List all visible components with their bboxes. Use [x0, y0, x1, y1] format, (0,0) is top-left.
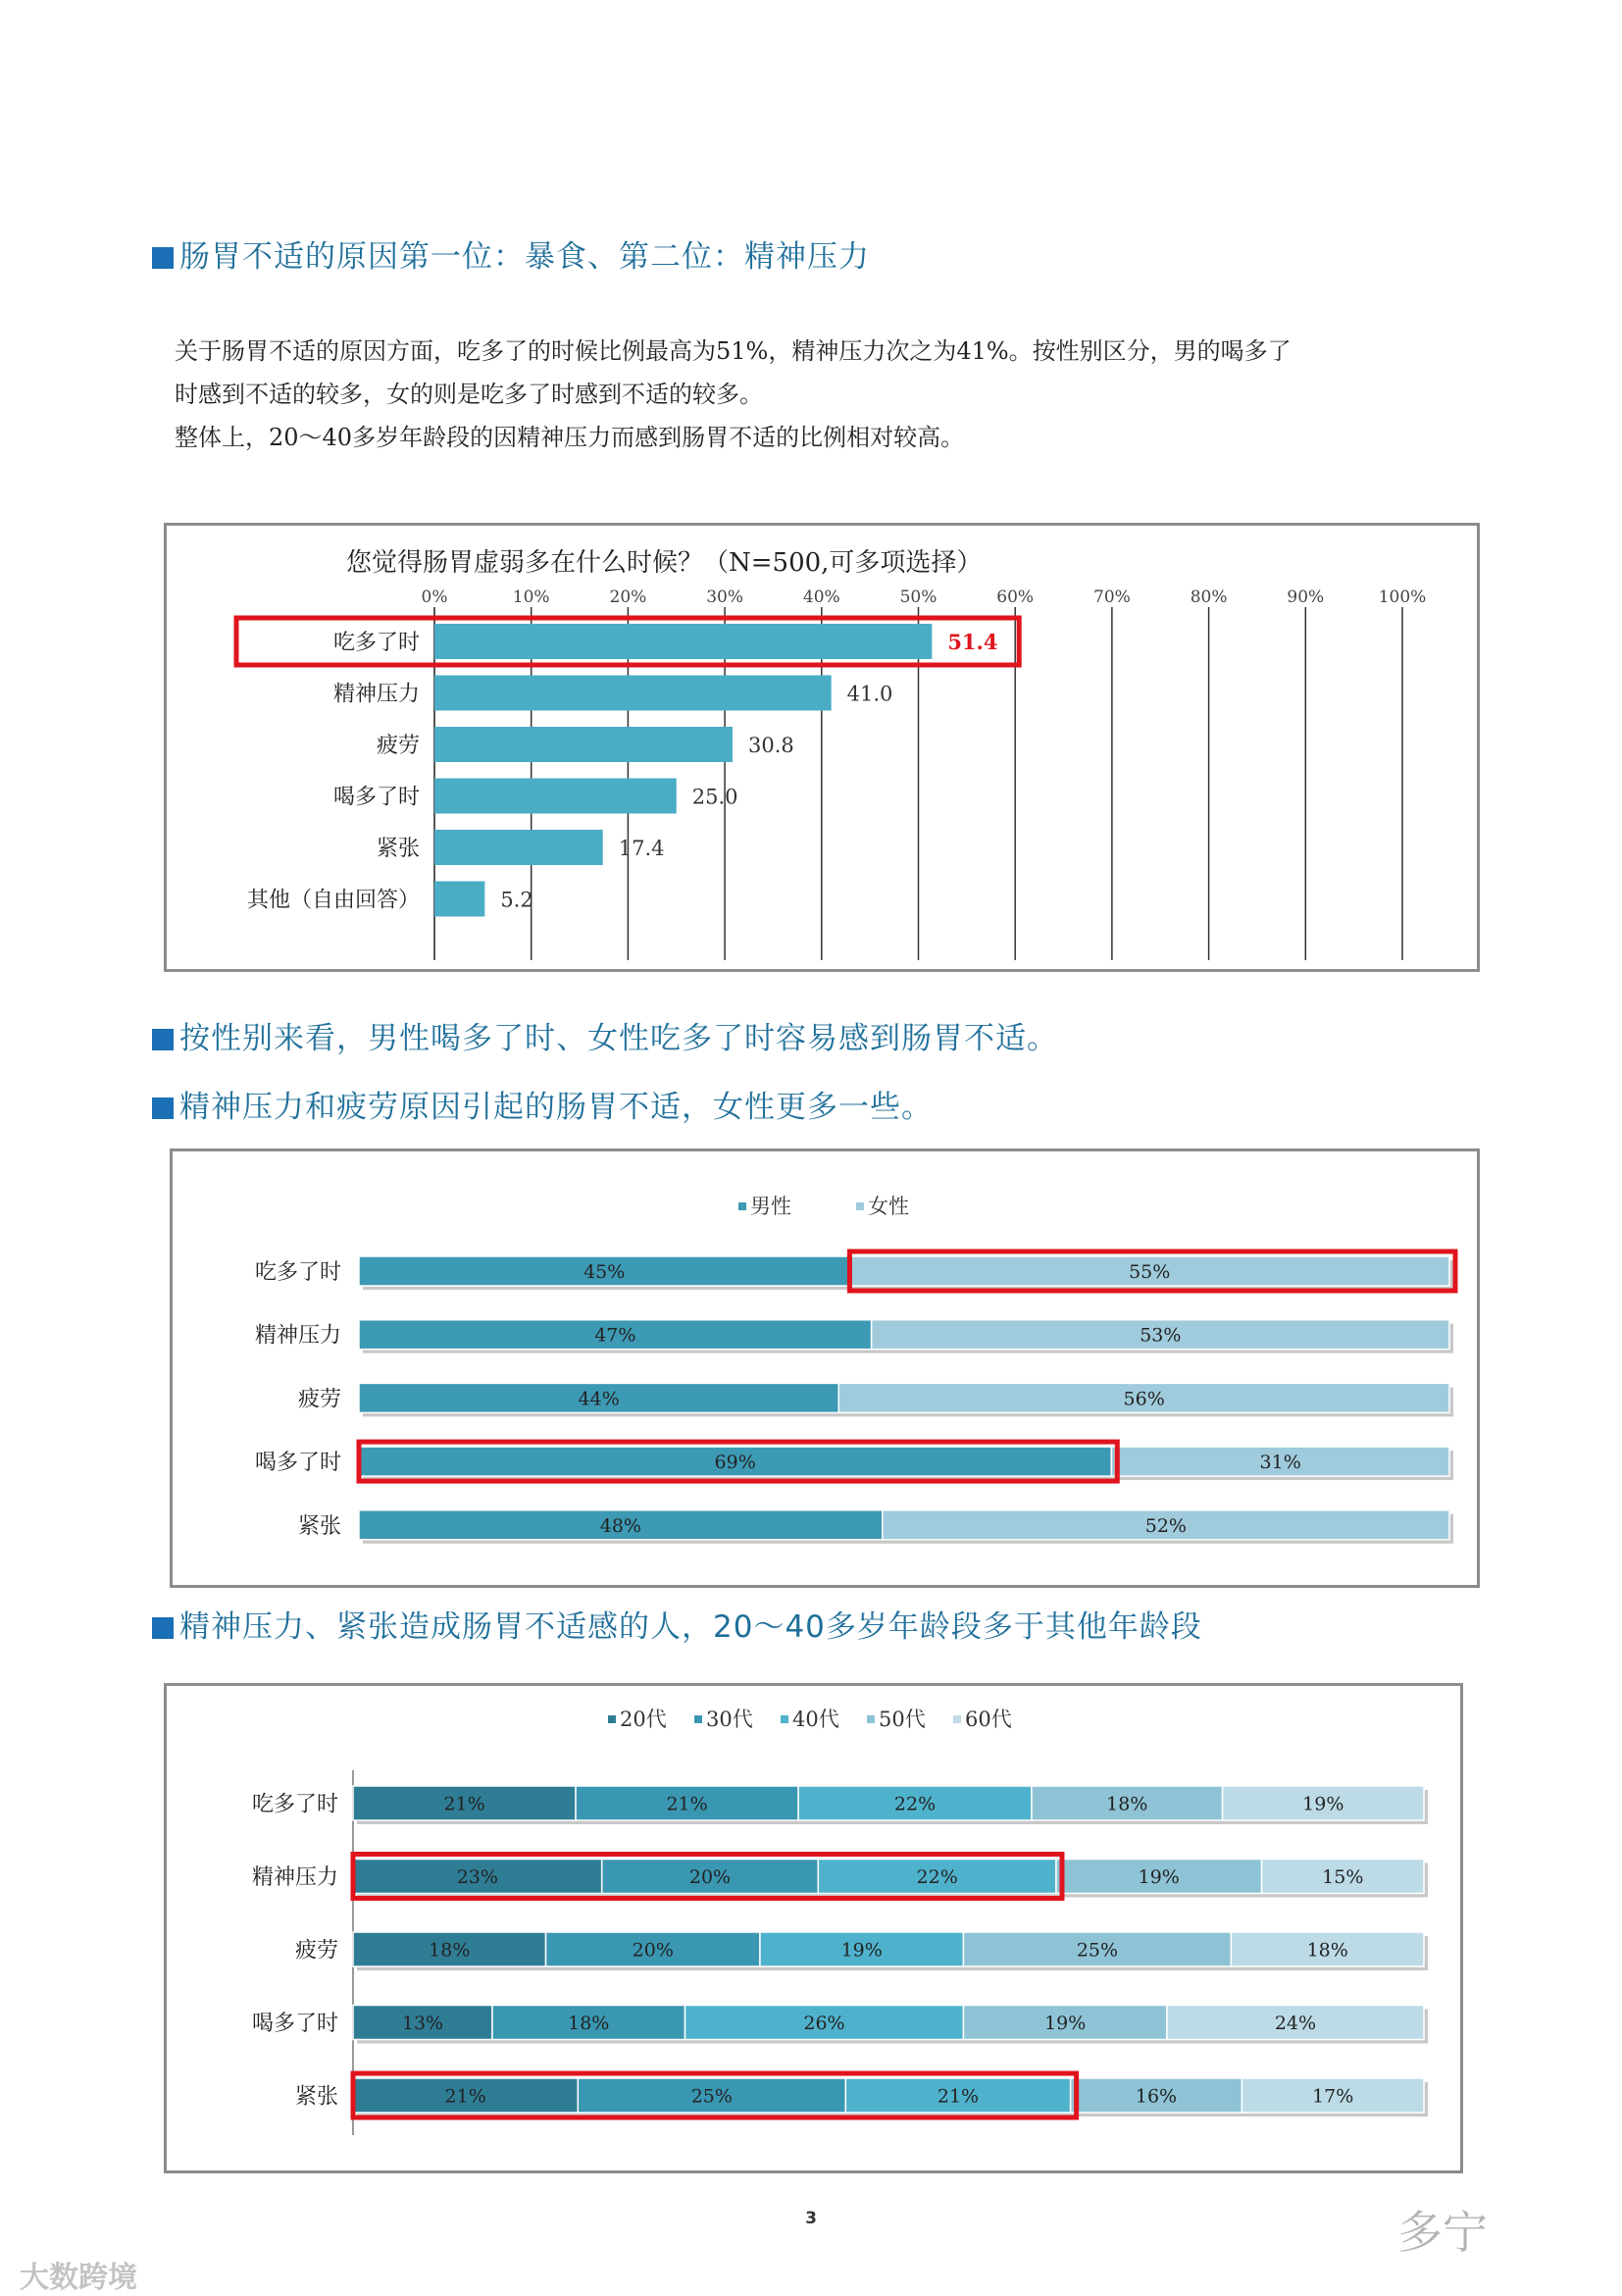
category-label: 吃多了时	[251, 1792, 338, 1817]
chart-1-frame	[164, 523, 1480, 972]
tick-label: 30%	[706, 587, 743, 607]
tick-label: 20%	[609, 587, 647, 607]
category-label: 精神压力	[332, 682, 420, 707]
square-bullet-icon	[152, 247, 174, 269]
square-bullet-icon	[152, 1617, 174, 1639]
bar	[434, 779, 677, 814]
segment-label: 20%	[632, 1939, 674, 1962]
category-label: 紧张	[297, 1513, 341, 1539]
category-label: 喝多了时	[251, 2012, 338, 2036]
segment-label: 25%	[690, 2085, 733, 2108]
segment-label: 21%	[937, 2085, 980, 2108]
segment-label: 21%	[443, 1793, 485, 1815]
segment-label: 22%	[893, 1793, 937, 1815]
legend-swatch	[867, 1715, 875, 1723]
segment-label: 16%	[1135, 2085, 1178, 2108]
legend-label: 40代	[792, 1708, 839, 1731]
segment-label: 56%	[1123, 1388, 1165, 1410]
tick-label: 80%	[1190, 587, 1228, 607]
category-label: 精神压力	[251, 1865, 338, 1890]
bar	[434, 624, 932, 659]
segment-label: 53%	[1140, 1324, 1182, 1347]
segment-label: 23%	[456, 1866, 498, 1888]
legend-label: 女性	[868, 1195, 909, 1218]
legend-label: 50代	[879, 1708, 926, 1731]
segment-label: 18%	[568, 2013, 610, 2034]
tick-label: 10%	[512, 587, 550, 607]
segment-label: 26%	[803, 2013, 845, 2034]
segment-label: 69%	[714, 1452, 756, 1474]
chart-by-age	[167, 1686, 1460, 2170]
tick-label: 60%	[996, 587, 1035, 607]
chart-2-frame	[170, 1148, 1480, 1588]
segment-label: 21%	[666, 1793, 708, 1815]
segment-label: 45%	[583, 1261, 626, 1283]
category-label: 疲劳	[297, 1387, 341, 1412]
bar	[434, 830, 603, 865]
segment-label: 20%	[688, 1866, 732, 1888]
segment-label: 19%	[1138, 1866, 1180, 1888]
category-label: 吃多了时	[254, 1260, 341, 1285]
category-label: 其他（自由回答）	[246, 888, 420, 913]
segment-label: 24%	[1274, 2013, 1317, 2034]
category-label: 喝多了时	[254, 1451, 341, 1476]
category-label: 吃多了时	[332, 631, 420, 655]
segment-label: 18%	[1106, 1793, 1148, 1815]
tick-label: 0%	[421, 587, 448, 607]
paragraph-line: 关于肠胃不适的原因方面，吃多了的时候比例最高为51%，精神压力次之为41%。按性别区分，男的喝多了	[175, 337, 1292, 365]
heading-text: 按性别来看，男性喝多了时、女性吃多了时容易感到肠胃不适。	[179, 1021, 1058, 1056]
value-label: 41.0	[846, 682, 893, 706]
segment-label: 13%	[401, 2013, 444, 2034]
tick-label: 70%	[1093, 587, 1131, 607]
segment-label: 52%	[1144, 1514, 1187, 1537]
segment-label: 15%	[1322, 1866, 1364, 1888]
legend-swatch	[953, 1715, 961, 1723]
category-label: 疲劳	[294, 1938, 338, 1964]
heading-text: 精神压力和疲劳原因引起的肠胃不适，女性更多一些。	[179, 1090, 933, 1125]
watermark-right: 多宁	[1397, 2206, 1488, 2259]
segment-label: 19%	[1302, 1793, 1344, 1815]
value-label: 17.4	[618, 837, 665, 860]
value-label: 25.0	[691, 785, 738, 809]
segment-label: 18%	[1306, 1939, 1348, 1962]
category-label: 紧张	[376, 837, 420, 861]
value-label: 5.2	[500, 888, 533, 912]
legend-swatch	[694, 1715, 702, 1723]
segment-label: 47%	[594, 1324, 636, 1347]
category-label: 疲劳	[376, 734, 420, 758]
page-number: 3	[805, 2209, 817, 2228]
chart-title: 您觉得肠胃虚弱多在什么时候？（N=500,可多项选择）	[346, 548, 983, 578]
square-bullet-icon	[152, 1029, 174, 1050]
segment-label: 17%	[1312, 2085, 1354, 2108]
segment-label: 25%	[1076, 1939, 1119, 1962]
legend-label: 20代	[620, 1708, 667, 1731]
summary-paragraph	[175, 330, 1508, 459]
value-label: 30.8	[747, 734, 794, 757]
segment-label: 22%	[916, 1866, 958, 1888]
segment-label: 55%	[1129, 1261, 1171, 1283]
legend-swatch	[608, 1715, 616, 1723]
tick-label: 40%	[802, 587, 840, 607]
category-label: 紧张	[294, 2084, 338, 2110]
legend-label: 男性	[750, 1195, 791, 1218]
segment-label: 18%	[429, 1939, 471, 1962]
bar	[434, 727, 733, 762]
paragraph-line: 整体上，20～40多岁年龄段的因精神压力而感到肠胃不适的比例相对较高。	[175, 424, 965, 451]
tick-label: 90%	[1287, 587, 1325, 607]
segment-label: 19%	[840, 1939, 883, 1962]
value-label: 51.4	[947, 630, 998, 654]
paragraph-line: 时感到不适的较多，女的则是吃多了时感到不适的较多。	[175, 381, 763, 408]
segment-label: 21%	[444, 2085, 486, 2108]
bar	[434, 676, 832, 711]
chart-overall-causes	[167, 526, 1477, 969]
legend-label: 30代	[706, 1708, 753, 1731]
chart-by-gender	[173, 1151, 1477, 1585]
chart-3-frame	[164, 1683, 1463, 2173]
square-bullet-icon	[152, 1097, 174, 1119]
section-heading-4	[152, 1602, 1202, 1646]
section-heading-2	[152, 1013, 1058, 1057]
legend-label: 60代	[965, 1708, 1012, 1731]
legend-swatch	[738, 1202, 746, 1210]
category-label: 喝多了时	[332, 785, 420, 810]
tick-label: 50%	[899, 587, 938, 607]
legend-swatch	[781, 1715, 788, 1723]
segment-label: 48%	[599, 1514, 641, 1537]
segment-label: 44%	[578, 1388, 620, 1410]
segment-label: 19%	[1044, 2013, 1087, 2034]
tick-label: 100%	[1378, 587, 1427, 607]
section-heading-1	[152, 231, 870, 276]
watermark-left: 大数跨境	[20, 2261, 137, 2295]
heading-text: 肠胃不适的原因第一位：暴食、第二位：精神压力	[179, 239, 870, 275]
heading-text: 精神压力、紧张造成肠胃不适感的人，20～40多岁年龄段多于其他年龄段	[179, 1609, 1202, 1645]
legend-swatch	[856, 1202, 864, 1210]
bar	[434, 882, 484, 917]
section-heading-3	[152, 1082, 933, 1126]
category-label: 精神压力	[254, 1323, 341, 1349]
segment-label: 31%	[1259, 1452, 1301, 1474]
